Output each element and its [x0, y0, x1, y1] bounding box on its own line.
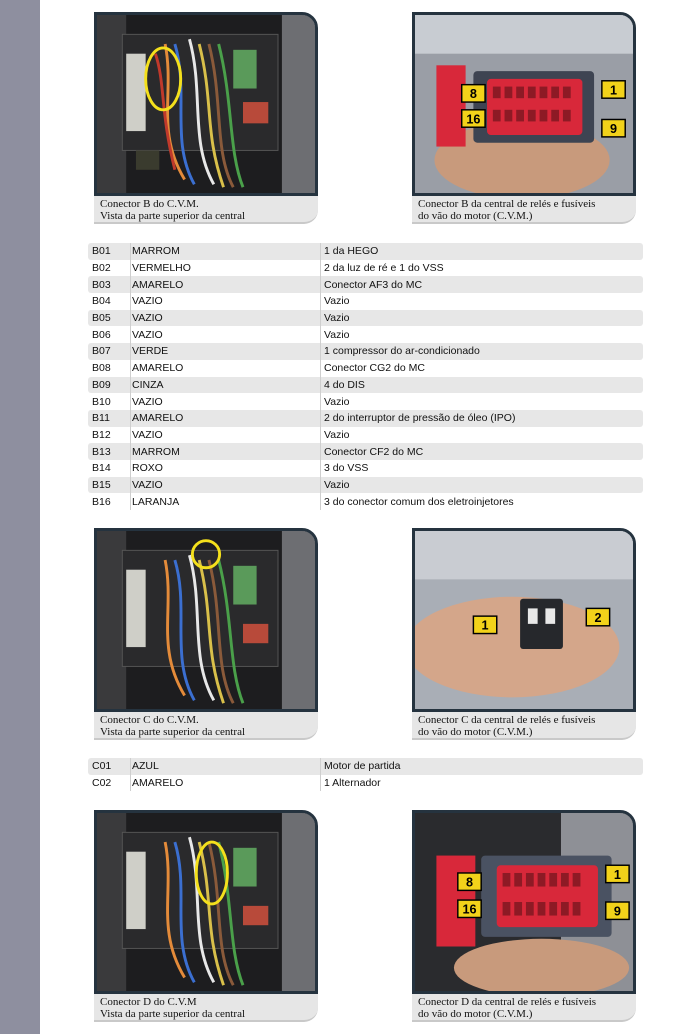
- pin-code: B14: [92, 462, 111, 475]
- table-row: [88, 443, 643, 460]
- pin-label-d-16: 16: [462, 902, 477, 917]
- caption-b-left: [94, 196, 318, 224]
- caption-d-left-line2: Vista da parte superior da central: [100, 1008, 246, 1020]
- wire-color: VERMELHO: [132, 262, 191, 275]
- pin-code: B01: [92, 245, 111, 258]
- pin-label-b-8: 8: [469, 87, 477, 102]
- pin-destination: 2 da luz de ré e 1 do VSS: [324, 262, 444, 275]
- pin-label-c-2: 2: [594, 610, 602, 625]
- caption-c-right-line1: Conector C da central de relés e fusíveis: [418, 714, 596, 726]
- pin-destination: Vazio: [324, 478, 350, 491]
- pin-destination: Motor de partida: [324, 760, 401, 773]
- table-row: [88, 393, 643, 410]
- caption-c-left-line2: Vista da parte superior da central: [100, 726, 246, 738]
- pin-label-c-1: 1: [481, 618, 489, 633]
- wire-color: AZUL: [132, 760, 159, 773]
- pin-code: B11: [92, 412, 110, 425]
- photo-connector-b: [412, 12, 636, 196]
- caption-b-right-line1: Conector B da central de relés e fusíveis: [418, 198, 596, 210]
- photo-connector-d: [412, 810, 636, 994]
- pin-label-b-16: 16: [466, 112, 481, 127]
- table-row: [88, 775, 643, 792]
- table-row: [88, 410, 643, 427]
- wire-color: VERDE: [132, 345, 169, 358]
- table-row: [88, 477, 643, 494]
- pin-destination: Conector CF2 do MC: [324, 445, 424, 458]
- pin-code: B06: [92, 328, 111, 341]
- pin-table-c: [88, 758, 643, 791]
- pin-destination: Vazio: [324, 395, 350, 408]
- pin-code: B12: [92, 428, 111, 441]
- table-row: [88, 343, 643, 360]
- pin-code: B03: [92, 278, 111, 291]
- pin-destination: Conector CG2 do MC: [324, 362, 425, 375]
- pin-destination: Vazio: [324, 428, 350, 441]
- wire-color: AMARELO: [132, 777, 184, 790]
- pin-code: C02: [92, 777, 112, 790]
- caption-c-left-line1: Conector C do C.V.M.: [100, 714, 199, 726]
- wire-color: CINZA: [132, 378, 164, 391]
- pin-code: B09: [92, 378, 111, 391]
- side-bar: [0, 0, 40, 1034]
- caption-b-right-line2: do vão do motor (C.V.M.): [418, 210, 533, 222]
- caption-c-right: [412, 712, 636, 740]
- pin-destination: Vazio: [324, 312, 350, 325]
- wire-color: ROXO: [132, 462, 163, 475]
- pin-code: B05: [92, 312, 111, 325]
- table-row: [88, 310, 643, 327]
- table-row: [88, 260, 643, 277]
- table-row: [88, 427, 643, 444]
- pin-label-b-9: 9: [610, 122, 618, 137]
- pin-code: B07: [92, 345, 111, 358]
- table-row: [88, 377, 643, 394]
- photo-fusebox-top-d: [94, 810, 318, 994]
- wire-color: VAZIO: [132, 295, 163, 308]
- pin-label-d-1: 1: [613, 867, 621, 882]
- table-row: [88, 360, 643, 377]
- pin-destination: 3 do VSS: [324, 462, 369, 475]
- table-row: [88, 293, 643, 310]
- pin-code: B15: [92, 478, 111, 491]
- caption-d-right: [412, 994, 636, 1022]
- wire-color: VAZIO: [132, 312, 163, 325]
- pin-destination: Vazio: [324, 295, 350, 308]
- wire-color: AMARELO: [132, 278, 184, 291]
- caption-b-left-line1: Conector B do C.V.M.: [100, 198, 199, 210]
- pin-code: B08: [92, 362, 111, 375]
- table-row: [88, 326, 643, 343]
- pin-destination: 1 compressor do ar-condicionado: [324, 345, 480, 358]
- wire-color: MARROM: [132, 445, 180, 458]
- pin-table-b: [88, 243, 643, 510]
- caption-c-right-line2: do vão do motor (C.V.M.): [418, 726, 533, 738]
- wire-color: VAZIO: [132, 478, 163, 491]
- wire-color: AMARELO: [132, 362, 184, 375]
- caption-d-left: [94, 994, 318, 1022]
- photo-fusebox-top-c: [94, 528, 318, 712]
- pin-destination: 2 do interruptor de pressão de óleo (IPO): [324, 412, 516, 425]
- caption-d-right-line2: do vão do motor (C.V.M.): [418, 1008, 533, 1020]
- pin-destination: 1 Alternador: [324, 777, 381, 790]
- table-row: [88, 276, 643, 293]
- pin-code: B04: [92, 295, 111, 308]
- pin-destination: 3 do conector comum dos eletroinjetores: [324, 495, 514, 508]
- pin-code: B10: [92, 395, 111, 408]
- wire-color: VAZIO: [132, 395, 163, 408]
- pin-destination: 4 do DIS: [324, 378, 365, 391]
- caption-b-left-line2: Vista da parte superior da central: [100, 210, 246, 222]
- wire-color: MARROM: [132, 245, 180, 258]
- photo-fusebox-top-b: [94, 12, 318, 196]
- caption-c-left: [94, 712, 318, 740]
- wire-color: VAZIO: [132, 428, 163, 441]
- table-row: [88, 460, 643, 477]
- caption-b-right: [412, 196, 636, 224]
- pin-code: B02: [92, 262, 111, 275]
- wire-color: LARANJA: [132, 495, 180, 508]
- pin-destination: 1 da HEGO: [324, 245, 379, 258]
- wire-color: VAZIO: [132, 328, 163, 341]
- pin-label-d-9: 9: [613, 904, 621, 919]
- table-row: [88, 758, 643, 775]
- pin-destination: Conector AF3 do MC: [324, 278, 423, 291]
- pin-code: C01: [92, 760, 112, 773]
- caption-d-right-line1: Conector D da central de relés e fusíveis: [418, 996, 597, 1008]
- table-row: [88, 243, 643, 260]
- pin-label-d-8: 8: [465, 875, 474, 890]
- pin-label-b-1: 1: [610, 83, 618, 98]
- caption-d-left-line1: Conector D do C.V.M: [100, 996, 197, 1008]
- pin-destination: Vazio: [324, 328, 350, 341]
- table-row: [88, 493, 643, 510]
- pin-code: B16: [92, 495, 111, 508]
- pin-code: B13: [92, 445, 111, 458]
- wire-color: AMARELO: [132, 412, 184, 425]
- photo-connector-c: [412, 528, 636, 712]
